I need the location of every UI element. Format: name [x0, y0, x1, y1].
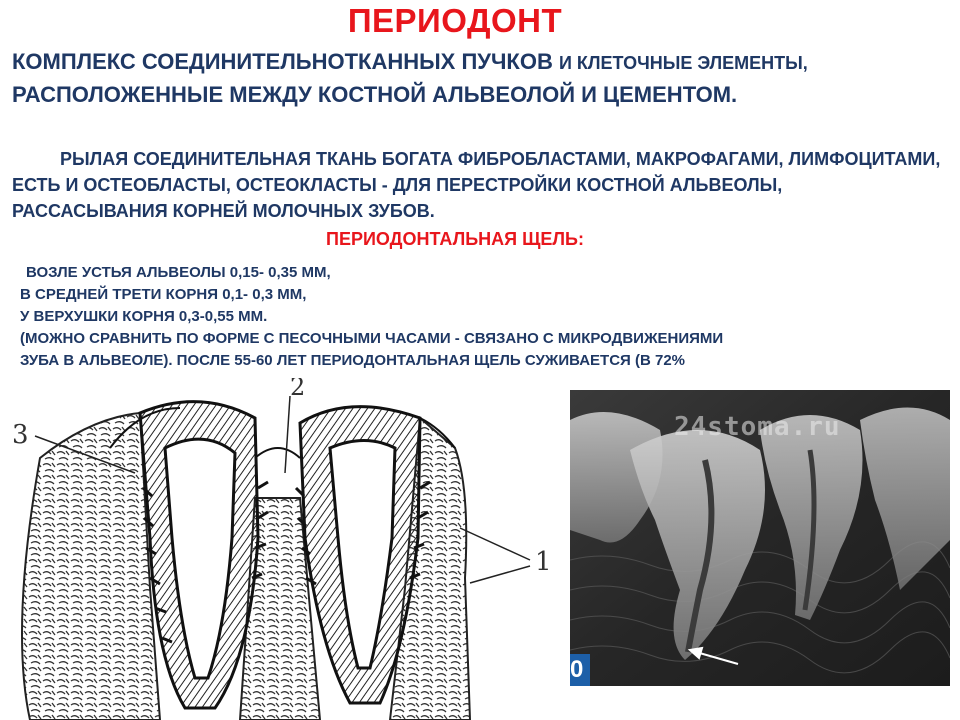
definition-part-c: РАСПОЛОЖЕННЫЕ МЕЖДУ КОСТНОЙ АЛЬВЕОЛОЙ И ЦЕМЕНТОМ. — [12, 82, 738, 107]
label-2: 2 — [290, 378, 306, 401]
measurement-line: ЗУБА В АЛЬВЕОЛЕ). ПОСЛЕ 55-60 ЛЕТ ПЕРИОДОНТАЛЬНАЯ ЩЕЛЬ СУЖИВАЕТСЯ (В 72% — [20, 352, 686, 369]
definition-part-a: КОМПЛЕКС СОЕДИНИТЕЛЬНОТКАННЫХ ПУЧКОВ — [12, 49, 553, 74]
watermark: 24stoma.ru — [674, 412, 841, 442]
corner-number: 0 — [570, 654, 590, 686]
tissue-text: РЫЛАЯ СОЕДИНИТЕЛЬНАЯ ТКАНЬ БОГАТА ФИБРОБЛАСТАМИ, МАКРОФАГАМИ, ЛИМФОЦИТАМИ, ЕСТЬ И ОСТЕОБЛАСТЫ, ОСТЕОКЛАСТЫ - ДЛЯ ПЕРЕСТРОЙКИ КОСТНОЙ АЛЬВЕОЛЫ, РАССАСЫВАНИЯ КОРНЕЙ МОЛОЧНЫХ ЗУБОВ. — [12, 149, 941, 221]
dental-xray-image — [570, 390, 950, 686]
teeth-schematic-drawing — [0, 378, 565, 720]
definition-paragraph — [12, 46, 932, 111]
alveolar-bone — [22, 413, 160, 720]
measurement-line: У ВЕРХУШКИ КОРНЯ 0,3-0,55 ММ. — [20, 308, 268, 325]
measurements-list — [20, 262, 950, 372]
measurement-line: В СРЕДНЕЙ ТРЕТИ КОРНЯ 0,1- 0,3 ММ, — [20, 286, 307, 303]
label-1: 1 — [535, 547, 552, 577]
measurement-line: ВОЗЛЕ УСТЬЯ АЛЬВЕОЛЫ 0,15- 0,35 ММ, — [26, 264, 331, 281]
label-3: 3 — [12, 420, 29, 450]
measurement-line: (МОЖНО СРАВНИТЬ ПО ФОРМЕ С ПЕСОЧНЫМИ ЧАСАМИ - СВЯЗАНО С МИКРОДВИЖЕНИЯМИ — [20, 330, 724, 347]
tissue-paragraph — [12, 146, 942, 224]
periodontal-gap-heading: ПЕРИОДОНТАЛЬНАЯ ЩЕЛЬ: — [326, 229, 584, 249]
slide-title: ПЕРИОДОНТ — [347, 2, 563, 39]
definition-part-b: И КЛЕТОЧНЫЕ ЭЛЕМЕНТЫ, — [558, 53, 808, 73]
